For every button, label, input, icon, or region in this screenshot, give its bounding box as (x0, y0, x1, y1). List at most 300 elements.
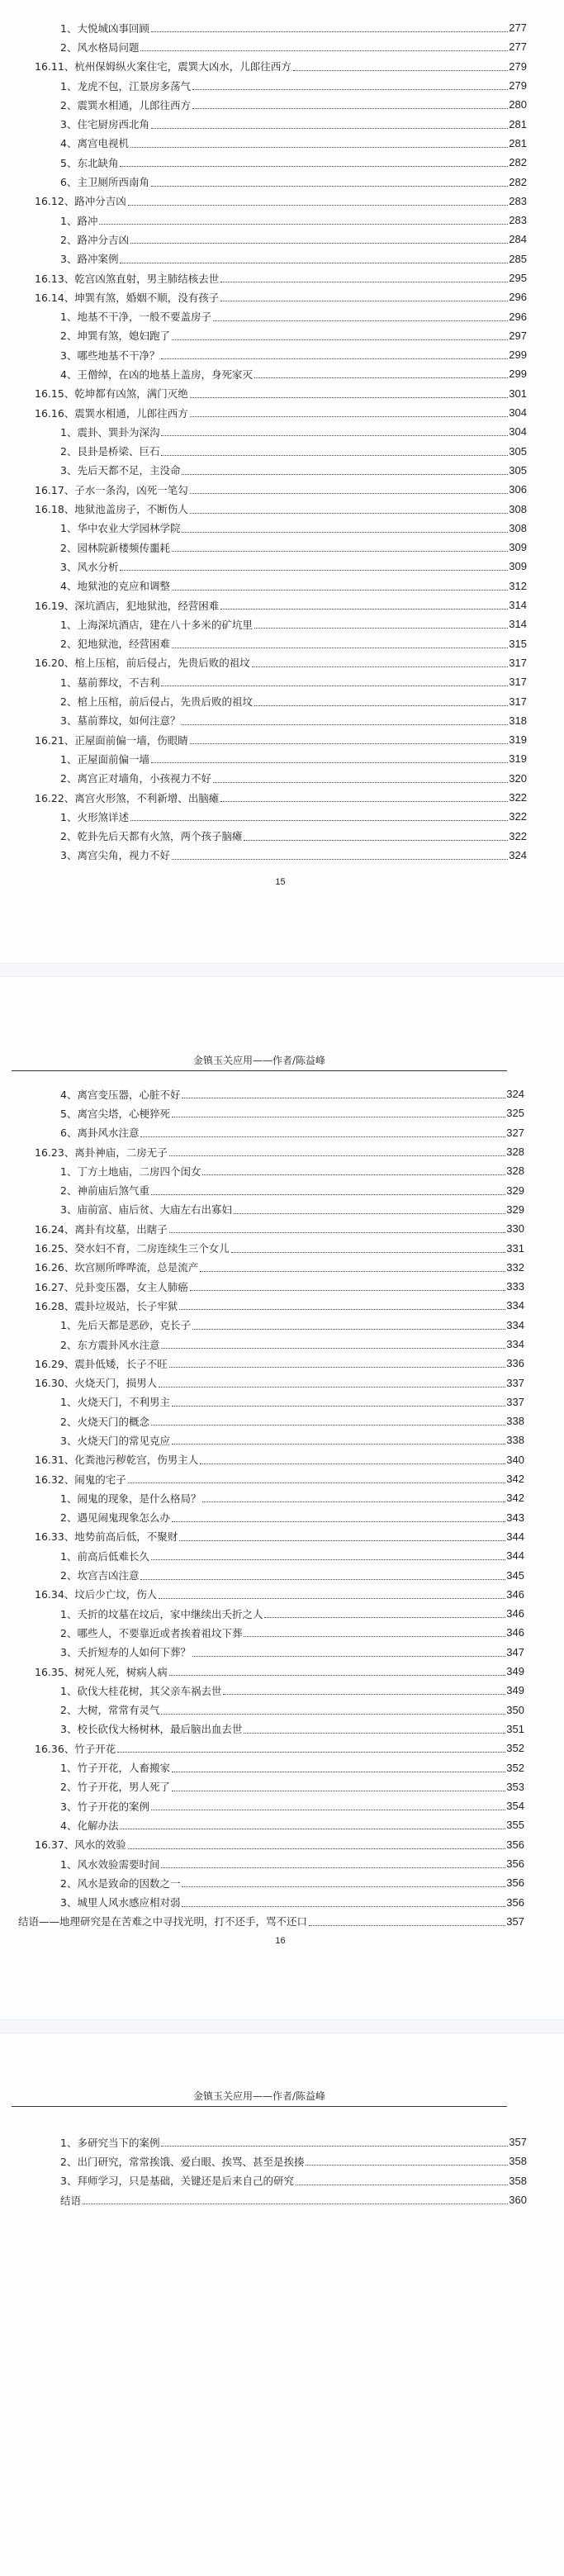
toc-entry-title: 结语 (60, 2194, 82, 2207)
toc-entry-title: 16.28、震卦垃圾站，长子牢狱 (35, 1299, 178, 1312)
toc-entry-page: 320 (509, 771, 527, 785)
dot-leader (254, 627, 508, 629)
document-page-17 (0, 2033, 564, 2562)
toc-entry[interactable] (0, 1373, 564, 1392)
toc-entry-title: 16.26、坎宫厕所哗哗流，总是流产 (35, 1261, 199, 1274)
toc-entry-title: 16.23、离卦神庙，二房无子 (35, 1146, 168, 1159)
toc-entry-title: 2、哪些人，不要靠近或者挨着祖坟下葬 (60, 1626, 243, 1639)
dot-leader (161, 2145, 508, 2147)
toc-entry-page: 347 (506, 1645, 524, 1658)
toc-entry[interactable] (0, 1796, 564, 1815)
toc-entry-title: 2、离宫正对墙角，小孩视力不好 (60, 772, 211, 785)
toc-entry[interactable] (0, 1508, 564, 1527)
toc-entry-page: 349 (506, 1665, 524, 1678)
toc-entry-title: 1、墓前葬坟，不吉利 (60, 676, 160, 689)
toc-entry-page: 333 (506, 1280, 524, 1293)
toc-entry[interactable] (0, 749, 564, 768)
toc-entry[interactable] (0, 1084, 564, 1103)
toc-entry-page: 336 (506, 1357, 524, 1370)
toc-entry-page: 349 (506, 1684, 524, 1697)
toc-entry-title: 16.36、竹子开花 (35, 1742, 116, 1755)
toc-entry[interactable] (0, 114, 564, 133)
toc-entry[interactable] (0, 519, 564, 538)
dot-leader (234, 1212, 505, 1214)
toc-entry-page: 283 (509, 214, 527, 227)
toc-entry-title: 2、园林院新楼频传噩耗 (60, 541, 170, 554)
toc-entry-title: 16.18、地狱池盖房子，不断伤人 (35, 503, 188, 516)
dot-leader (172, 339, 508, 340)
toc-entry-title: 1、夭折的坟墓在坟后，家中继续出夭折之人 (60, 1607, 263, 1620)
toc-entry-page: 322 (509, 791, 527, 804)
toc-entry-page: 315 (509, 637, 527, 650)
dot-leader (244, 1732, 505, 1734)
dot-leader (190, 492, 509, 494)
toc-entry-title: 2、风水格局问题 (60, 40, 140, 54)
toc-entry-title: 1、砍伐大桂花树，其父亲车祸去世 (60, 1684, 222, 1697)
toc-entry-title: 5、东北缺角 (60, 156, 119, 169)
toc-entry[interactable] (0, 1161, 564, 1180)
toc-entry-page: 353 (506, 1780, 524, 1793)
toc-entry-page: 327 (506, 1126, 524, 1139)
toc-entry-page: 309 (509, 541, 527, 554)
toc-entry[interactable] (0, 249, 564, 268)
toc-entry-title: 16.29、震卦低矮，长子不旺 (35, 1357, 168, 1370)
toc-entry[interactable] (0, 1527, 564, 1546)
toc-entry-page: 285 (509, 252, 527, 265)
toc-entry[interactable] (0, 826, 564, 845)
toc-entry[interactable] (0, 480, 564, 499)
toc-entry[interactable] (0, 1354, 564, 1373)
toc-entry-page: 296 (509, 310, 527, 323)
dot-leader (161, 685, 508, 686)
toc-entry-title: 4、离宫电视机 (60, 137, 129, 150)
toc-entry-page: 346 (506, 1587, 524, 1601)
toc-entry-page: 280 (509, 98, 527, 111)
toc-entry-title: 结语——地理研究是在苦难之中寻找光明，打不还手，骂不还口 (18, 1915, 308, 1928)
toc-entry-page: 281 (509, 136, 527, 149)
dot-leader (172, 1116, 505, 1117)
toc-entry-title: 3、风水分析 (60, 560, 119, 573)
toc-entry-title: 2、神前庙后煞气重 (60, 1184, 149, 1198)
toc-entry-title: 16.20、棺上压棺，前后侵占，先贵后败的祖坟 (35, 657, 250, 670)
dot-leader (264, 1616, 505, 1618)
toc-entry-page: 352 (506, 1761, 524, 1774)
toc-entry[interactable] (0, 557, 564, 576)
toc-entry-title: 4、离宫变压器，心脏不好 (60, 1088, 181, 1101)
toc-entry-page: 308 (509, 502, 527, 515)
toc-entry-title: 3、拜师学习，只是基础，关键还是后来自己的研究 (60, 2175, 294, 2188)
toc-entry-page: 340 (506, 1453, 524, 1466)
dot-leader (140, 1136, 505, 1137)
toc-entry-title: 3、离宫尖角，视力不好 (60, 849, 170, 862)
dot-leader (99, 223, 508, 225)
toc-entry[interactable] (0, 1585, 564, 1604)
toc-entry-page: 282 (509, 156, 527, 169)
dot-leader (169, 1366, 506, 1368)
toc-entry-title: 16.15、乾坤都有凶煞，满门灭绝 (35, 387, 188, 401)
dot-leader (182, 473, 508, 475)
toc-entry[interactable] (0, 1643, 564, 1662)
toc-entry[interactable] (0, 499, 564, 518)
toc-entry[interactable] (0, 192, 564, 211)
dot-leader (151, 31, 508, 32)
toc-entry-title: 3、墓前葬坟，如何注意？ (60, 714, 181, 728)
toc-entry-page: 357 (506, 1914, 524, 1928)
toc-entry[interactable] (0, 653, 564, 672)
toc-entry[interactable] (0, 57, 564, 76)
toc-entry[interactable] (0, 1815, 564, 1834)
dot-leader (120, 262, 508, 263)
toc-entry-title: 4、王僧绰，在凶的地基上盖房，身死家灭 (60, 368, 253, 381)
toc-entry-title: 5、离宫尖塔，心梗猝死 (60, 1107, 170, 1120)
toc-entry[interactable] (0, 1777, 564, 1796)
toc-entry-title: 16.32、闹鬼的宅子 (35, 1473, 126, 1486)
toc-entry[interactable] (0, 1469, 564, 1488)
toc-entry[interactable] (0, 2171, 564, 2190)
dot-leader (172, 1520, 505, 1522)
toc-entry-page: 330 (506, 1222, 524, 1236)
toc-entry-title: 2、风水是致命的因数之一 (60, 1876, 181, 1890)
toc-entry[interactable] (0, 1681, 564, 1700)
toc-entry-page: 322 (509, 810, 527, 823)
toc-entry-title: 3、路冲案例 (60, 253, 119, 266)
dot-leader (202, 1174, 505, 1175)
toc-entry-title: 2、坎宫吉凶注意 (60, 1569, 140, 1582)
toc-entry-page: 309 (509, 560, 527, 573)
toc-entry[interactable] (0, 1623, 564, 1642)
toc-entry-page: 356 (506, 1895, 524, 1909)
toc-entry[interactable] (0, 172, 564, 191)
dot-leader (254, 704, 508, 706)
toc-entry[interactable] (0, 403, 564, 422)
toc-entry-page: 301 (509, 387, 527, 400)
toc-entry[interactable] (0, 1604, 564, 1623)
toc-entry[interactable] (0, 1835, 564, 1854)
toc-entry-page: 351 (506, 1722, 524, 1735)
toc-entry-page: 355 (506, 1819, 524, 1832)
toc-entry[interactable] (0, 1430, 564, 1449)
toc-entry[interactable] (0, 1142, 564, 1161)
toc-entry-title: 16.22、离宫火形煞，不利新增、出脑瘫 (35, 791, 220, 804)
dot-leader (169, 1231, 506, 1233)
dot-leader (182, 1905, 505, 1907)
toc-entry-title: 2、火烧天门的概念 (60, 1415, 149, 1428)
toc-entry[interactable] (0, 1200, 564, 1219)
dot-leader (182, 723, 508, 725)
toc-entry[interactable] (0, 576, 564, 595)
toc-entry[interactable] (0, 1873, 564, 1892)
dot-leader (252, 666, 509, 667)
toc-entry[interactable] (0, 442, 564, 461)
toc-entry-page: 304 (509, 425, 527, 439)
dot-leader (172, 550, 508, 552)
toc-entry-page: 282 (509, 175, 527, 188)
dot-leader (190, 396, 509, 398)
dot-leader (220, 300, 508, 301)
dot-leader (161, 434, 508, 436)
toc-entry[interactable] (0, 384, 564, 403)
toc-entry-title: 16.33、地势前高后低，不聚财 (35, 1530, 178, 1544)
toc-entry[interactable] (0, 211, 564, 230)
dot-leader (306, 2164, 508, 2166)
toc-entry-page: 337 (506, 1395, 524, 1408)
toc-entry-title: 1、火形煞详述 (60, 810, 129, 823)
dot-leader (159, 1386, 505, 1388)
dot-leader (192, 1655, 505, 1657)
dot-leader (213, 781, 508, 783)
toc-entry-title: 1、火烧天门，不利男主 (60, 1396, 170, 1409)
dot-leader (223, 1693, 505, 1695)
toc-entry-page: 299 (509, 349, 527, 362)
toc-entry[interactable] (0, 1488, 564, 1507)
dot-leader (202, 1501, 505, 1502)
toc-entry-title: 16.11、杭州保姆纵火案住宅，震巽大凶水，儿郎往西方 (35, 60, 291, 74)
toc-entry[interactable] (0, 1411, 564, 1430)
toc-entry[interactable] (0, 1103, 564, 1122)
dot-leader (190, 512, 509, 514)
toc-entry-page: 324 (509, 848, 527, 861)
toc-entry-title: 6、主卫厕所西南角 (60, 176, 149, 189)
toc-entry-page: 338 (506, 1415, 524, 1428)
dot-leader (172, 589, 508, 591)
running-header: 金镇玉关应用——作者/陈益峰 (12, 1053, 507, 1071)
toc-entry-title: 16.14、坤巽有煞，婚姻不顺，没有孩子 (35, 291, 220, 304)
dot-leader (190, 742, 509, 744)
toc-entry-title: 3、校长砍伐大杨树林，最后脑出血去世 (60, 1723, 243, 1736)
toc-list (0, 2132, 564, 2209)
dot-leader (151, 1809, 505, 1810)
dot-leader (172, 1790, 505, 1791)
toc-entry[interactable] (0, 1739, 564, 1758)
toc-entry-title: 16.35、树死人死，树病人病 (35, 1665, 168, 1678)
dot-leader (192, 107, 508, 109)
toc-entry[interactable] (0, 345, 564, 364)
toc-entry-page: 314 (509, 618, 527, 631)
toc-entry-page: 356 (506, 1876, 524, 1890)
toc-entry-page: 337 (506, 1376, 524, 1389)
toc-entry-page: 346 (506, 1626, 524, 1639)
toc-entry-title: 3、住宅厨房西北角 (60, 118, 149, 131)
toc-entry-page: 358 (509, 2174, 527, 2187)
dot-leader (190, 1289, 506, 1291)
dot-leader (192, 88, 508, 90)
toc-entry-page: 334 (506, 1299, 524, 1312)
dot-leader (182, 1886, 505, 1887)
toc-entry-page: 332 (506, 1260, 524, 1274)
toc-entry-page: 312 (509, 579, 527, 592)
toc-entry-title: 16.12、路冲分吉凶 (35, 195, 126, 208)
toc-entry[interactable] (0, 134, 564, 153)
page-separator (0, 2019, 564, 2033)
toc-entry[interactable] (0, 326, 564, 345)
toc-entry-page: 284 (509, 233, 527, 246)
toc-entry-title: 3、竹子开花的案例 (60, 1800, 149, 1813)
toc-entry[interactable] (0, 711, 564, 730)
toc-entry-page: 319 (509, 733, 527, 747)
toc-entry[interactable] (0, 2132, 564, 2151)
toc-entry-title: 16.13、乾宫凶煞直射，男主肺结核去世 (35, 272, 220, 285)
toc-entry[interactable] (0, 634, 564, 653)
toc-entry[interactable] (0, 730, 564, 749)
toc-entry-page: 350 (506, 1703, 524, 1716)
dot-leader (120, 569, 508, 571)
toc-entry[interactable] (0, 769, 564, 788)
toc-entry-page: 306 (509, 483, 527, 496)
dot-leader (296, 2184, 508, 2185)
toc-entry[interactable] (0, 95, 564, 114)
toc-entry[interactable] (0, 230, 564, 249)
toc-entry-page: 346 (506, 1607, 524, 1620)
dot-leader (200, 1270, 505, 1272)
toc-entry[interactable] (0, 1258, 564, 1277)
dot-leader (151, 1558, 505, 1560)
toc-entry-title: 1、闹鬼的现象，是什么格局？ (60, 1492, 201, 1505)
toc-entry-title: 4、化解办法 (60, 1819, 119, 1832)
dot-leader (128, 204, 509, 206)
toc-entry[interactable] (0, 807, 564, 826)
toc-entry[interactable] (0, 1296, 564, 1315)
page-number: 15 (275, 877, 286, 887)
toc-entry-page: 342 (506, 1492, 524, 1505)
toc-entry-title: 1、丁方土地庙，二房四个闺女 (60, 1165, 201, 1178)
toc-entry[interactable] (0, 1335, 564, 1354)
toc-entry-page: 357 (509, 2136, 527, 2149)
toc-entry[interactable] (0, 268, 564, 287)
toc-entry[interactable] (0, 1219, 564, 1238)
toc-entry[interactable] (0, 153, 564, 172)
dot-leader (130, 819, 508, 821)
toc-entry-page: 319 (509, 752, 527, 766)
toc-entry-title: 16.34、坟后少亡坟，伤人 (35, 1588, 158, 1601)
dot-leader (254, 377, 508, 378)
toc-entry[interactable] (0, 1720, 564, 1739)
toc-entry[interactable] (0, 1238, 564, 1257)
toc-entry[interactable] (0, 287, 564, 306)
dot-leader (83, 2203, 508, 2204)
dot-leader (172, 1443, 505, 1445)
toc-entry[interactable] (0, 18, 564, 37)
dot-leader (169, 1674, 506, 1676)
dot-leader (130, 146, 508, 148)
toc-entry-title: 16.19、深坑酒店，犯地狱池，经营困难 (35, 599, 220, 612)
toc-entry[interactable] (0, 1854, 564, 1873)
toc-entry-page: 277 (509, 21, 527, 35)
toc-entry[interactable] (0, 1892, 564, 1911)
page-number: 16 (275, 1936, 286, 1946)
toc-entry-title: 16.24、离卦有坟墓，出瞎子 (35, 1222, 168, 1236)
dot-leader (172, 1771, 505, 1772)
toc-entry[interactable] (0, 37, 564, 56)
toc-entry-page: 334 (506, 1318, 524, 1331)
toc-entry[interactable] (0, 1701, 564, 1720)
toc-entry-title: 16.21、正屋面前偏一墙，伤眼睛 (35, 733, 188, 747)
toc-entry-title: 16.16、震巽水相通，儿郎往西方 (35, 406, 188, 420)
toc-entry-title: 1、地基不干净，一般不要盖房子 (60, 311, 211, 324)
toc-entry[interactable] (0, 2151, 564, 2170)
toc-entry-title: 3、先后天都不足，主没命 (60, 464, 181, 477)
toc-entry[interactable] (0, 306, 564, 325)
toc-entry-title: 2、犯地狱池，经营困难 (60, 638, 170, 651)
toc-entry-page: 296 (509, 291, 527, 304)
toc-entry[interactable] (0, 76, 564, 95)
toc-entry-page: 334 (506, 1338, 524, 1350)
toc-entry[interactable] (0, 422, 564, 441)
toc-entry-title: 16.37、风水的效验 (35, 1838, 126, 1852)
toc-entry-title: 1、正屋面前偏一墙 (60, 752, 149, 766)
toc-entry[interactable] (0, 846, 564, 865)
toc-entry-page: 328 (506, 1165, 524, 1178)
dot-leader (117, 1751, 505, 1753)
dot-leader (220, 800, 508, 802)
toc-entry[interactable] (0, 1316, 564, 1335)
dot-leader (140, 1578, 505, 1580)
page-separator (0, 963, 564, 977)
toc-entry[interactable] (0, 1546, 564, 1565)
toc-entry-title: 6、离卦风水注意 (60, 1127, 140, 1140)
toc-entry[interactable] (0, 1565, 564, 1584)
dot-leader (128, 1848, 506, 1849)
toc-entry-title: 3、火烧天门的常见克应 (60, 1434, 170, 1447)
toc-list (0, 1084, 564, 1931)
dot-leader (151, 1424, 505, 1426)
toc-entry[interactable] (0, 1662, 564, 1681)
toc-entry-title: 2、艮卦是桥梁、巨石 (60, 445, 160, 458)
dot-leader (172, 647, 508, 648)
toc-entry-page: 317 (509, 676, 527, 689)
dot-leader (128, 1482, 506, 1483)
toc-entry-title: 2、遇见闹鬼现象怎么办 (60, 1511, 170, 1525)
toc-entry-title: 1、风水效验需要时间 (60, 1857, 160, 1871)
toc-entry[interactable] (0, 788, 564, 807)
dot-leader (309, 1924, 505, 1926)
toc-entry-page: 338 (506, 1434, 524, 1447)
toc-entry-title: 1、龙虎不包，江景房多荡气 (60, 79, 191, 93)
dot-leader (161, 1867, 505, 1868)
toc-entry[interactable] (0, 691, 564, 710)
dot-leader (244, 1635, 505, 1637)
dot-leader (161, 1347, 505, 1349)
toc-entry-page: 295 (509, 272, 527, 284)
toc-entry-title: 1、路冲 (60, 214, 98, 227)
toc-entry[interactable] (0, 1450, 564, 1469)
dot-leader (179, 1539, 505, 1541)
toc-entry-page: 281 (509, 117, 527, 130)
toc-entry[interactable] (0, 2190, 564, 2209)
dot-leader (220, 281, 508, 282)
toc-entry[interactable] (0, 364, 564, 383)
toc-entry[interactable] (0, 1392, 564, 1411)
toc-entry[interactable] (0, 1180, 564, 1199)
toc-entry[interactable] (0, 1758, 564, 1777)
dot-leader (182, 1097, 505, 1098)
toc-entry-title: 2、乾卦先后天都有火煞，两个孩子脑瘫 (60, 830, 243, 843)
toc-entry[interactable] (0, 672, 564, 691)
running-header: 金镇玉关应用——作者/陈益峰 (12, 2089, 507, 2107)
toc-entry[interactable] (0, 595, 564, 614)
toc-entry[interactable] (0, 1123, 564, 1142)
toc-entry-title: 1、上海深坑酒店，建在八十多米的矿坑里 (60, 618, 253, 631)
toc-entry-page: 343 (506, 1511, 524, 1524)
toc-entry[interactable] (0, 1912, 564, 1931)
dot-leader (244, 839, 508, 841)
dot-leader (172, 1405, 505, 1407)
toc-entry[interactable] (0, 614, 564, 633)
toc-entry[interactable] (0, 1277, 564, 1296)
toc-entry[interactable] (0, 538, 564, 557)
toc-entry[interactable] (0, 461, 564, 480)
document-page-16 (0, 977, 564, 2019)
toc-entry-title: 2、棺上压棺，前后侵占，先贵后败的祖坟 (60, 695, 253, 709)
